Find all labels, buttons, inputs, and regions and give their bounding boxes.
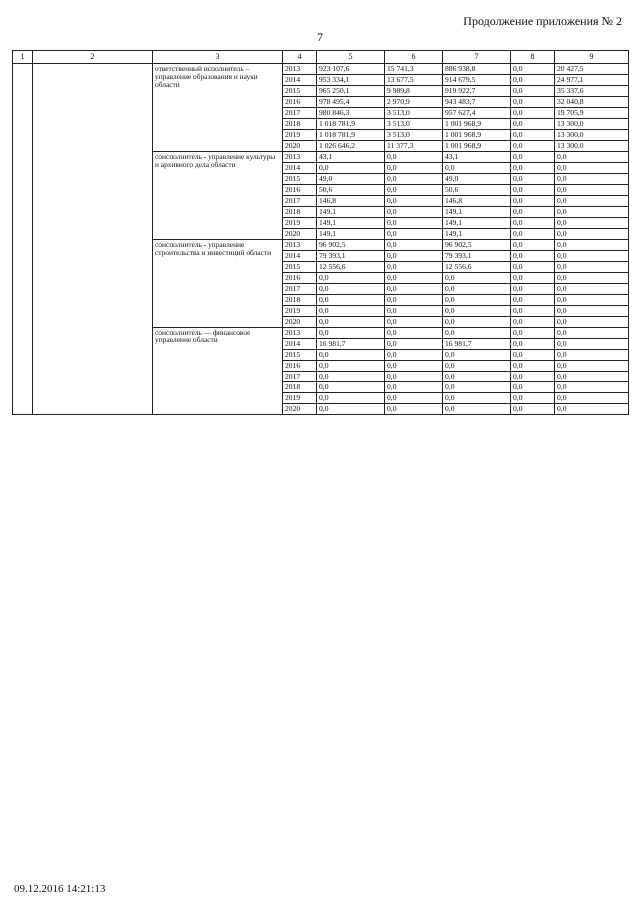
value-cell: 0,0 [555,382,629,393]
year-cell: 2013 [283,152,317,163]
value-cell: 0,0 [385,228,443,239]
value-cell: 0,0 [555,327,629,338]
value-cell: 11 377,3 [385,141,443,152]
value-cell: 0,0 [555,316,629,327]
value-cell: 0,0 [317,316,385,327]
value-cell: 0,0 [317,349,385,360]
value-cell: 49,0 [443,174,511,185]
value-cell: 79 393,1 [443,250,511,261]
value-cell: 1 001 968,9 [443,119,511,130]
value-cell: 96 902,5 [443,239,511,250]
value-cell: 0,0 [511,338,555,349]
value-cell: 15 741,3 [385,64,443,75]
value-cell: 149,1 [443,217,511,228]
value-cell: 13 300,0 [555,119,629,130]
value-cell: 0,0 [443,294,511,305]
year-cell: 2018 [283,382,317,393]
value-cell: 50,6 [443,185,511,196]
value-cell: 0,0 [511,119,555,130]
value-cell: 978 495,4 [317,97,385,108]
value-cell: 0,0 [555,228,629,239]
value-cell: 0,0 [511,327,555,338]
value-cell: 0,0 [317,163,385,174]
value-cell: 0,0 [555,371,629,382]
value-cell: 0,0 [555,294,629,305]
value-cell: 0,0 [555,185,629,196]
value-cell: 0,0 [317,272,385,283]
value-cell: 0,0 [555,305,629,316]
value-cell: 1 001 968,9 [443,130,511,141]
value-cell: 0,0 [511,382,555,393]
value-cell: 0,0 [555,283,629,294]
value-cell: 943 483,7 [443,97,511,108]
value-cell: 0,0 [555,360,629,371]
value-cell: 0,0 [511,294,555,305]
value-cell: 914 679,5 [443,75,511,86]
value-cell: 0,0 [385,371,443,382]
value-cell: 0,0 [555,261,629,272]
value-cell: 0,0 [385,239,443,250]
value-cell: 0,0 [317,382,385,393]
value-cell: 0,0 [385,174,443,185]
value-cell: 0,0 [511,152,555,163]
value-cell: 0,0 [385,272,443,283]
value-cell: 0,0 [385,250,443,261]
year-cell: 2014 [283,163,317,174]
value-cell: 149,1 [317,206,385,217]
value-cell: 0,0 [511,393,555,404]
year-cell: 2013 [283,64,317,75]
value-cell: 0,0 [555,174,629,185]
col-header: 2 [33,51,153,64]
value-cell: 3 513,0 [385,108,443,119]
value-cell: 0,0 [385,382,443,393]
value-cell: 0,0 [385,196,443,207]
value-cell: 0,0 [511,75,555,86]
value-cell: 0,0 [511,261,555,272]
year-cell: 2019 [283,217,317,228]
value-cell: 919 922,7 [443,86,511,97]
year-cell: 2013 [283,327,317,338]
value-cell: 19 705,9 [555,108,629,119]
value-cell: 0,0 [511,272,555,283]
year-cell: 2014 [283,338,317,349]
year-cell: 2016 [283,185,317,196]
year-cell: 2015 [283,261,317,272]
appendix-continuation-note: Продолжение приложения № 2 [463,14,622,28]
value-cell: 0,0 [443,382,511,393]
col-header: 4 [283,51,317,64]
value-cell: 0,0 [511,217,555,228]
value-cell: 0,0 [385,185,443,196]
value-cell: 79 393,1 [317,250,385,261]
year-cell: 2016 [283,360,317,371]
value-cell: 20 427,5 [555,64,629,75]
year-cell: 2020 [283,141,317,152]
value-cell: 0,0 [317,360,385,371]
value-cell: 49,0 [317,174,385,185]
year-cell: 2016 [283,97,317,108]
value-cell: 0,0 [555,152,629,163]
value-cell: 146,8 [443,196,511,207]
value-cell: 9 989,8 [385,86,443,97]
col-header: 8 [511,51,555,64]
value-cell: 980 846,3 [317,108,385,119]
value-cell: 0,0 [443,327,511,338]
value-cell: 0,0 [317,393,385,404]
value-cell: 43,1 [317,152,385,163]
value-cell: 13 677,5 [385,75,443,86]
value-cell: 0,0 [555,196,629,207]
value-cell: 957 627,4 [443,108,511,119]
value-cell: 965 250,1 [317,86,385,97]
value-cell: 16 981,7 [443,338,511,349]
value-cell: 0,0 [385,217,443,228]
value-cell: 0,0 [443,283,511,294]
table-body [13,64,629,415]
col-header: 6 [385,51,443,64]
value-cell: 12 556,6 [317,261,385,272]
value-cell: 96 902,5 [317,239,385,250]
value-cell: 0,0 [385,294,443,305]
value-cell: 0,0 [443,163,511,174]
value-cell: 0,0 [555,250,629,261]
value-cell: 0,0 [555,404,629,415]
executor-cell: соисполнитель — финансовое управление области [153,327,283,415]
year-cell: 2016 [283,272,317,283]
executor-cell: соисполнитель - управление строительства и инвестиций области [153,239,283,327]
value-cell: 0,0 [317,283,385,294]
col-1-cell [13,64,33,415]
value-cell: 886 938,8 [443,64,511,75]
value-cell: 0,0 [511,283,555,294]
value-cell: 0,0 [511,228,555,239]
col-header: 3 [153,51,283,64]
year-cell: 2019 [283,305,317,316]
value-cell: 0,0 [443,316,511,327]
year-cell: 2014 [283,75,317,86]
value-cell: 0,0 [385,305,443,316]
value-cell: 1 018 781,9 [317,130,385,141]
value-cell: 1 001 968,9 [443,141,511,152]
value-cell: 2 970,9 [385,97,443,108]
value-cell: 0,0 [511,141,555,152]
value-cell: 0,0 [511,185,555,196]
value-cell: 0,0 [555,338,629,349]
value-cell: 0,0 [555,393,629,404]
executor-cell: соисполнитель - управление культуры и архивного дела области [153,152,283,240]
value-cell: 149,1 [317,228,385,239]
value-cell: 149,1 [317,217,385,228]
year-cell: 2020 [283,404,317,415]
value-cell: 3 513,0 [385,130,443,141]
value-cell: 146,8 [317,196,385,207]
value-cell: 35 337,6 [555,86,629,97]
value-cell: 43,1 [443,152,511,163]
col-header: 5 [317,51,385,64]
year-cell: 2019 [283,393,317,404]
header-row [13,51,629,64]
year-cell: 2020 [283,316,317,327]
value-cell: 0,0 [385,338,443,349]
value-cell: 0,0 [511,239,555,250]
value-cell: 149,1 [443,228,511,239]
value-cell: 0,0 [555,239,629,250]
value-cell: 0,0 [443,272,511,283]
value-cell: 0,0 [511,97,555,108]
col-header: 9 [555,51,629,64]
value-cell: 0,0 [385,206,443,217]
value-cell: 0,0 [511,86,555,97]
value-cell: 0,0 [385,404,443,415]
year-cell: 2017 [283,371,317,382]
value-cell: 149,1 [443,206,511,217]
value-cell: 0,0 [511,64,555,75]
value-cell: 24 977,1 [555,75,629,86]
value-cell: 0,0 [511,130,555,141]
value-cell: 1 018 781,9 [317,119,385,130]
value-cell: 0,0 [555,206,629,217]
value-cell: 12 556,6 [443,261,511,272]
value-cell: 0,0 [443,360,511,371]
year-cell: 2018 [283,294,317,305]
value-cell: 3 513,0 [385,119,443,130]
value-cell: 0,0 [511,206,555,217]
value-cell: 0,0 [555,272,629,283]
value-cell: 13 300,0 [555,130,629,141]
value-cell: 0,0 [511,360,555,371]
year-cell: 2019 [283,130,317,141]
value-cell: 0,0 [511,305,555,316]
value-cell: 0,0 [385,349,443,360]
value-cell: 0,0 [511,349,555,360]
year-cell: 2015 [283,86,317,97]
value-cell: 0,0 [555,217,629,228]
value-cell: 32 040,8 [555,97,629,108]
value-cell: 0,0 [317,305,385,316]
year-cell: 2015 [283,349,317,360]
value-cell: 0,0 [385,152,443,163]
value-cell: 0,0 [317,294,385,305]
value-cell: 0,0 [385,283,443,294]
value-cell: 0,0 [385,261,443,272]
year-cell: 2013 [283,239,317,250]
value-cell: 1 026 646,2 [317,141,385,152]
year-cell: 2018 [283,119,317,130]
value-cell: 0,0 [385,393,443,404]
year-cell: 2020 [283,228,317,239]
executor-cell: ответственный исполнитель – управление образования и науки области [153,64,283,152]
year-cell: 2018 [283,206,317,217]
year-cell: 2014 [283,250,317,261]
value-cell: 0,0 [555,163,629,174]
col-2-cell [33,64,153,415]
value-cell: 0,0 [511,316,555,327]
budget-table [12,50,629,415]
page-number: 7 [317,30,323,44]
value-cell: 0,0 [443,371,511,382]
year-cell: 2017 [283,196,317,207]
value-cell: 0,0 [511,371,555,382]
value-cell: 0,0 [385,316,443,327]
value-cell: 0,0 [511,108,555,119]
value-cell: 0,0 [443,349,511,360]
value-cell: 953 334,1 [317,75,385,86]
year-cell: 2017 [283,283,317,294]
value-cell: 0,0 [511,404,555,415]
value-cell: 0,0 [443,393,511,404]
value-cell: 0,0 [317,404,385,415]
value-cell: 0,0 [511,250,555,261]
print-timestamp: 09.12.2016 14:21:13 [14,883,106,895]
value-cell: 0,0 [385,327,443,338]
value-cell: 13 300,0 [555,141,629,152]
value-cell: 0,0 [443,305,511,316]
value-cell: 0,0 [385,360,443,371]
year-cell: 2015 [283,174,317,185]
table-row [13,64,629,75]
value-cell: 0,0 [317,371,385,382]
value-cell: 0,0 [443,404,511,415]
budget-table-wrapper [12,50,628,415]
value-cell: 0,0 [511,174,555,185]
year-cell: 2017 [283,108,317,119]
value-cell: 0,0 [511,163,555,174]
value-cell: 0,0 [385,163,443,174]
value-cell: 923 107,6 [317,64,385,75]
col-header: 7 [443,51,511,64]
value-cell: 0,0 [511,196,555,207]
value-cell: 0,0 [317,327,385,338]
value-cell: 0,0 [555,349,629,360]
value-cell: 50,6 [317,185,385,196]
col-header: 1 [13,51,33,64]
value-cell: 16 981,7 [317,338,385,349]
